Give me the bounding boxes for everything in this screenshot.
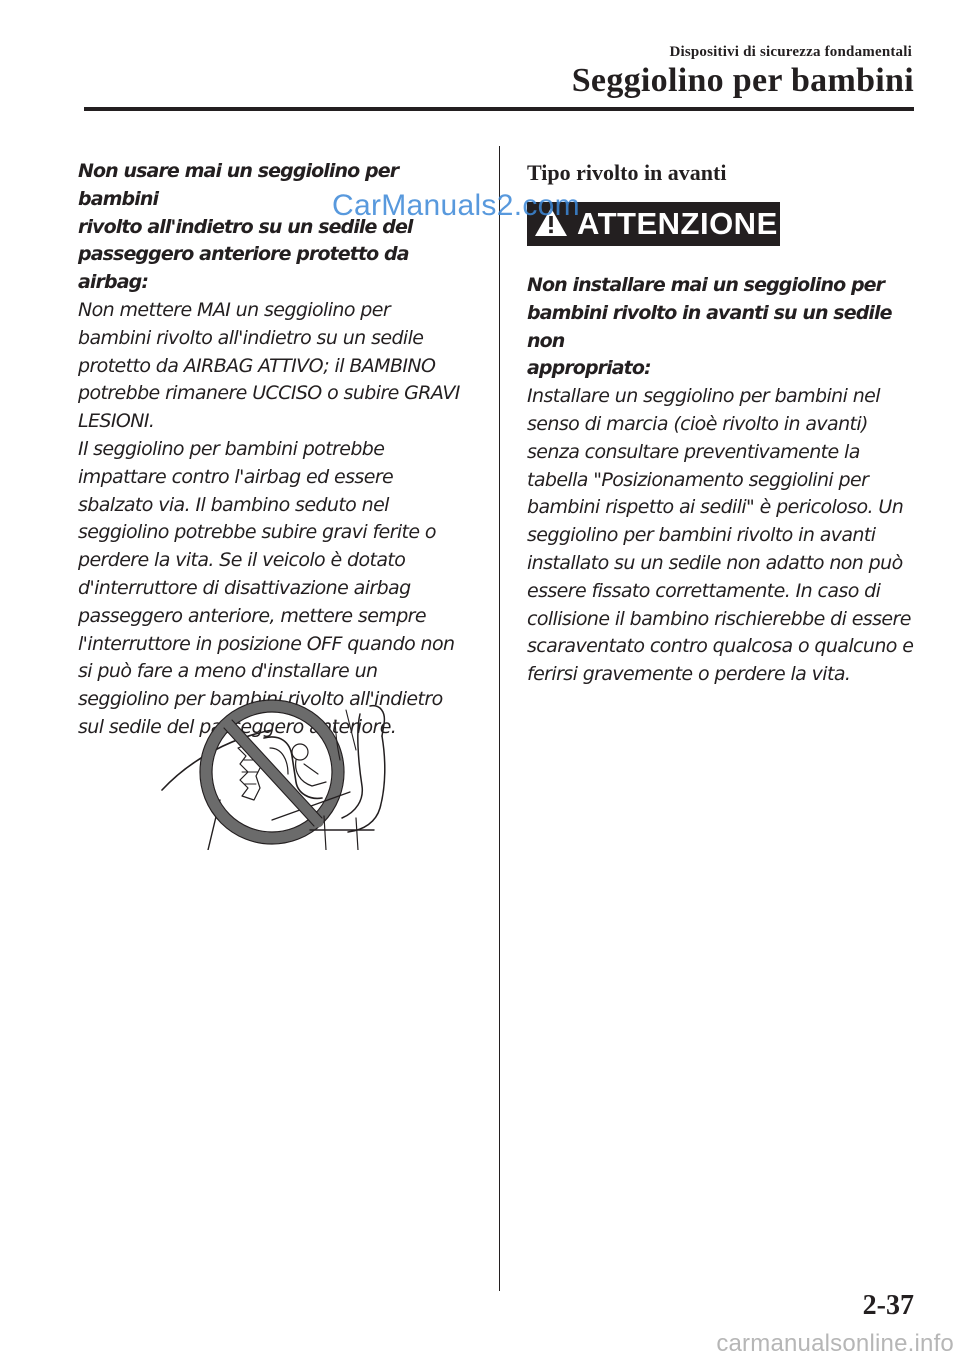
page-number: 2-37 (862, 1290, 914, 1321)
footer-watermark: carmanualsonline.info (716, 1330, 954, 1357)
warning-heading-line: bambini rivolto in avanti su un sedile non (527, 301, 892, 352)
warning-label: ATTENZIONE (577, 206, 778, 241)
body-line: collisione il bambino rischierebbe di essere (527, 607, 911, 630)
body-line: si può fare a meno d'installare un (78, 660, 378, 683)
left-column (78, 158, 473, 742)
body-line: seggiolino potrebbe subire gravi ferite o (78, 521, 436, 544)
warning-heading-line: passeggero anteriore protetto da airbag: (78, 243, 409, 294)
body-line: seggiolino per bambini rivolto all'indietro (78, 688, 443, 711)
no-rear-facing-child-seat-airbag-icon (160, 690, 400, 850)
body-line: potrebbe rimanere UCCISO o subire GRAVI (78, 382, 460, 405)
body-line: l'interruttore in posizione OFF quando non (78, 632, 455, 655)
page-title: Seggiolino per bambini (571, 62, 914, 99)
right-column (527, 158, 923, 689)
body-line: Il seggiolino per bambini potrebbe (78, 437, 385, 460)
body-line: impattare contro l'airbag ed essere (78, 465, 394, 488)
body-line: d'interruttore di disattivazione airbag (78, 576, 411, 599)
column-divider (499, 146, 500, 1291)
body-line: passeggero anteriore, mettere sempre (78, 604, 426, 627)
body-line: sbalzato via. Il bambino seduto nel (78, 493, 389, 516)
body-line: perdere la vita. Se il veicolo è dotato (78, 549, 406, 572)
warning-heading-line: Non usare mai un seggiolino per bambini (78, 160, 399, 210)
warning-heading-line: Non installare mai un seggiolino per (527, 274, 885, 296)
body-line: essere fissato correttamente. In caso di (527, 579, 881, 602)
body-line: Non mettere MAI un seggiolino per (78, 298, 391, 321)
warning-heading-line: rivolto all'indietro su un sedile del (78, 215, 413, 238)
section-title: Tipo rivolto in avanti (527, 160, 727, 185)
body-line: ferirsi gravemente o perdere la vita. (527, 663, 851, 686)
body-line: bambini rivolto all'indietro su un sedile (78, 326, 424, 349)
body-line: seggiolino per bambini rivolto in avanti (527, 524, 876, 547)
body-line: senso di marcia (cioè rivolto in avanti) (527, 412, 868, 435)
body-line: sul sedile del passeggero anteriore. (78, 715, 397, 738)
body-line: Installare un seggiolino per bambini nel (527, 385, 880, 408)
body-line: bambini rispetto ai sedili" è pericoloso. Un (527, 496, 904, 519)
body-line: tabella "Posizionamento seggiolini per (527, 468, 869, 491)
body-line: protetto da AIRBAG ATTIVO; il BAMBINO (78, 354, 436, 377)
body-line: LESIONI. (78, 410, 155, 433)
body-line: senza consultare preventivamente la (527, 440, 860, 463)
header-section-label: Dispositivi di sicurezza fondamentali (669, 44, 912, 60)
warning-heading-line: appropriato: (527, 357, 651, 380)
header-rule (84, 107, 914, 111)
watermark: CarManuals2.com (332, 189, 580, 222)
body-line: scaraventato contro qualcosa o qualcuno e (527, 635, 914, 658)
body-line: installato su un sedile non adatto non può (527, 551, 903, 574)
